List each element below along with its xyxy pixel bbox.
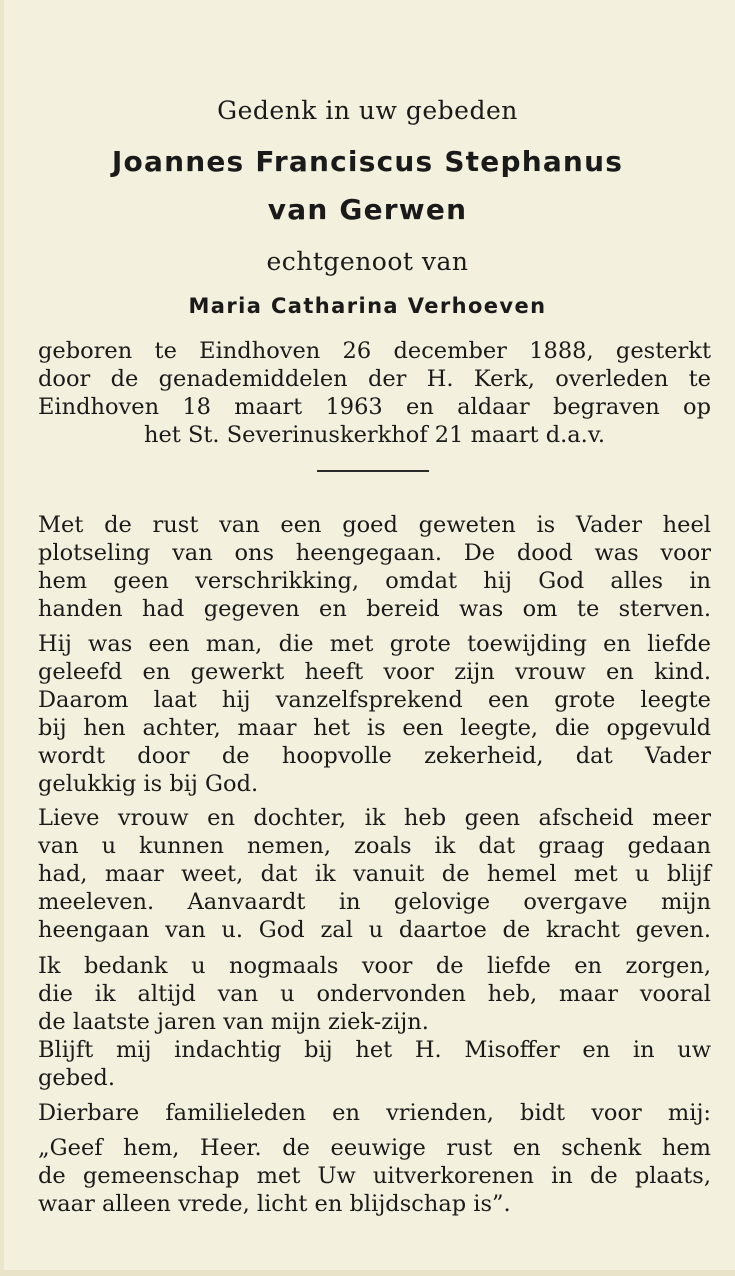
text-line: handen had gegeven en bereid was om te sterven. (38, 596, 711, 622)
text-line: geleefd en gewerkt heeft voor zijn vrouw en kind. (38, 659, 711, 685)
text-line: Dierbare familieleden en vrienden, bidt voor mij: (38, 1100, 711, 1126)
paragraph-4 (38, 952, 711, 1036)
text-line: „Geef hem, Heer. de eeuwige rust en schenk hem (38, 1135, 711, 1161)
text-line: die ik altijd van u ondervonden heb, maar vooral (38, 981, 711, 1007)
text-line: meeleven. Aanvaardt in gelovige overgave mijn (38, 889, 711, 915)
text-line: Met de rust van een goed geweten is Vader heel (38, 512, 711, 538)
text-line: gebed. (38, 1065, 115, 1091)
bio-line: het St. Severinuskerkhof 21 maart d.a.v. (143, 422, 606, 448)
spouse-name: Maria Catharina Verhoeven (188, 294, 547, 318)
divider-rule (317, 470, 429, 472)
bio-line: Eindhoven 18 maart 1963 en aldaar begraven op (38, 394, 711, 420)
text-line: Lieve vrouw en dochter, ik heb geen afscheid meer (38, 805, 711, 831)
prayer-quote (38, 1134, 711, 1218)
text-line: Hij was een man, die met grote toewijding en liefde (38, 631, 711, 657)
text-line: heengaan van u. God zal u daartoe de kracht geven. (38, 917, 711, 943)
text-line: Ik bedank u nogmaals voor de liefde en zorgen, (38, 953, 711, 979)
text-line: plotseling van ons heengegaan. De dood was voor (38, 540, 711, 566)
intro-text: Gedenk in uw gebeden (217, 96, 518, 125)
text-line: de laatste jaren van mijn ziek-zijn. (38, 1009, 429, 1035)
text-line: wordt door de hoopvolle zekerheid, dat Vader (38, 743, 711, 769)
text-line: gelukkig is bij God. (38, 771, 259, 797)
text-line: de gemeenschap met Uw uitverkorenen in de plaats, (38, 1163, 711, 1189)
card-bottom-edge (0, 1270, 735, 1276)
paragraph-2 (38, 630, 711, 798)
text-line: waar alleen vrede, licht en blijdschap is”. (38, 1191, 511, 1217)
text-line: bij hen achter, maar het is een leegte, die opgevuld (38, 715, 711, 741)
deceased-name-line-2: van Gerwen (267, 193, 468, 226)
card-left-edge (0, 0, 4, 1276)
paragraph-1 (38, 511, 711, 623)
text-line: Daarom laat hij vanzelfsprekend een grote leegte (38, 687, 711, 713)
text-line: hem geen verschrikking, omdat hij God alles in (38, 568, 711, 594)
paragraph-5 (38, 1036, 711, 1092)
biography-block (38, 337, 711, 449)
text-line: had, maar weet, dat ik vanuit de hemel met u blijf (38, 861, 711, 887)
text-line: Blijft mij indachtig bij het H. Misoffer en in uw (38, 1037, 711, 1063)
paragraph-6 (38, 1099, 711, 1127)
spouse-intro-text: echtgenoot van (266, 247, 469, 276)
deceased-name-line-1: Joannes Franciscus Stephanus (111, 145, 624, 178)
bio-line: geboren te Eindhoven 26 december 1888, gesterkt (38, 338, 711, 364)
bio-line: door de genademiddelen der H. Kerk, overleden te (38, 366, 711, 392)
paragraph-3 (38, 804, 711, 944)
text-line: van u kunnen nemen, zoals ik dat graag gedaan (38, 833, 711, 859)
